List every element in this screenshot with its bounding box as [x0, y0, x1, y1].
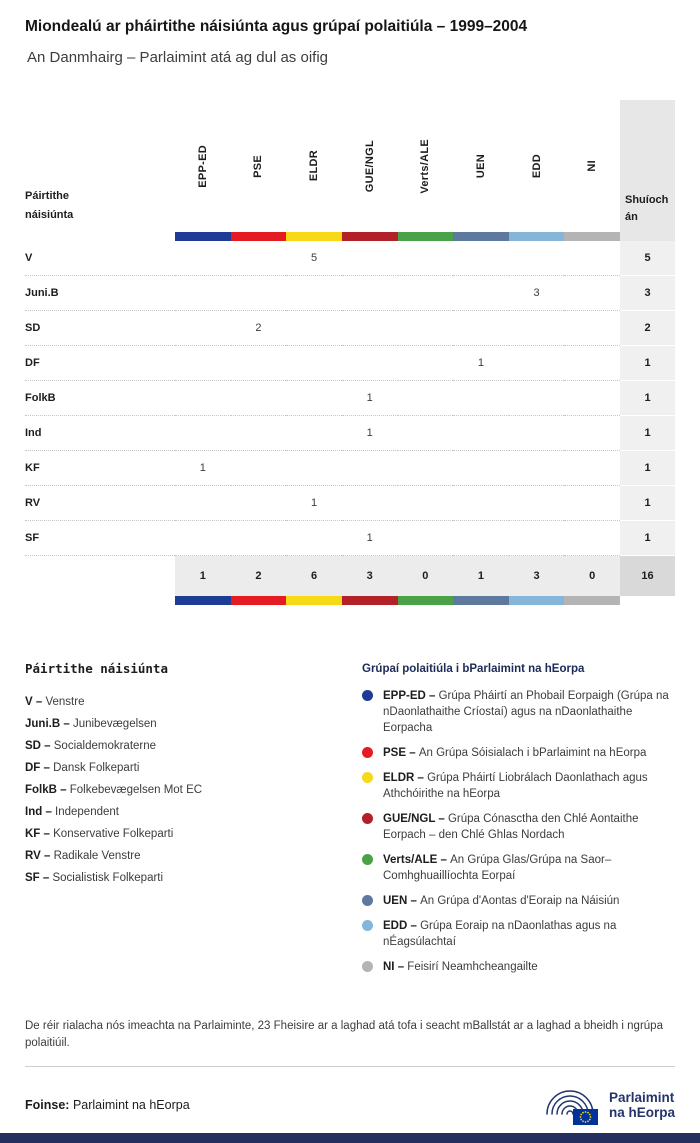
seat-value — [398, 346, 454, 381]
seat-value — [564, 521, 620, 556]
group-total: 2 — [231, 556, 287, 596]
logo-text — [609, 1090, 675, 1120]
seat-value — [398, 486, 454, 521]
color-bar-NI — [564, 232, 620, 241]
logo-line1: Parlaimint — [608, 1090, 675, 1105]
party-legend-item: SD – Socialdemokraterne — [25, 740, 157, 752]
source-line — [25, 1098, 190, 1112]
seat-value — [398, 241, 454, 276]
seat-value — [286, 416, 342, 451]
seat-value — [175, 276, 231, 311]
party-legend-item: FolkB – Folkebevægelsen Mot EC — [25, 784, 203, 796]
party-label: Ind — [25, 416, 175, 451]
seat-value — [175, 486, 231, 521]
bottom-color-bar-UEN — [453, 596, 509, 605]
seat-value — [509, 241, 565, 276]
bottom-color-bar-EDD — [509, 596, 565, 605]
party-legend-item: SF – Socialistisk Folkeparti — [25, 872, 164, 884]
seat-value — [564, 381, 620, 416]
party-seats-total: 3 — [620, 276, 675, 311]
seat-value — [564, 276, 620, 311]
group-legend-item: Verts/ALE – An Grúpa Glas/Grúpa na Saor–Comhghuaillíochta Eorpaí — [362, 852, 675, 884]
seat-value — [342, 346, 398, 381]
seat-value — [286, 521, 342, 556]
seat-value — [564, 241, 620, 276]
seat-value — [231, 451, 287, 486]
column-header-GUE/NGL: GUE/NGL — [363, 139, 376, 193]
color-bar-EPP-ED — [175, 232, 231, 241]
party-seats-total: 1 — [620, 451, 675, 486]
legend-parties-title: Páirtithe náisiúnta — [25, 661, 168, 676]
party-legend-item: KF – Konservative Folkeparti — [25, 828, 174, 840]
seats-table — [25, 100, 675, 605]
seat-value — [453, 241, 509, 276]
seat-value — [342, 276, 398, 311]
seat-value — [453, 451, 509, 486]
party-label: SF — [25, 521, 175, 556]
seat-value — [231, 521, 287, 556]
group-total: 0 — [398, 556, 454, 596]
bottom-color-bar-Verts/ALE — [398, 596, 454, 605]
seat-value — [231, 276, 287, 311]
legend-national-parties — [25, 661, 362, 984]
seat-value — [286, 276, 342, 311]
column-header-PSE: PSE — [252, 154, 265, 178]
seat-value — [564, 416, 620, 451]
source-text: Parlaimint na hEorpa — [72, 1098, 190, 1112]
seat-value — [453, 311, 509, 346]
column-header-EPP-ED: EPP-ED — [196, 144, 209, 188]
group-legend-item: PSE – An Grúpa Sóisialach i bParlaimint na hEorpa — [362, 745, 675, 761]
page-subtitle: An Danmhairg – Parlaimint atá ag dul as oifig — [27, 49, 328, 66]
party-seats-total: 2 — [620, 311, 675, 346]
seat-value: 3 — [509, 276, 565, 311]
seat-value — [175, 381, 231, 416]
seats-column-header: Shuíochán — [620, 100, 675, 232]
seat-value — [286, 346, 342, 381]
seat-value — [509, 381, 565, 416]
seat-value: 1 — [453, 346, 509, 381]
legend-groups-title: Grúpaí polaitiúla i bParlaimint na hEorpa — [362, 663, 585, 675]
color-bar-ELDR — [286, 232, 342, 241]
column-header-UEN: UEN — [474, 153, 487, 179]
group-color-dot-icon — [362, 813, 373, 824]
bottom-accent-bar — [0, 1133, 700, 1143]
seat-value — [509, 521, 565, 556]
seat-value — [398, 521, 454, 556]
color-bar-GUE/NGL — [342, 232, 398, 241]
seat-value — [564, 311, 620, 346]
party-legend-item: RV – Radikale Venstre — [25, 850, 141, 862]
party-seats-total: 1 — [620, 346, 675, 381]
seat-value — [231, 486, 287, 521]
european-parliament-logo — [542, 1083, 675, 1127]
bottom-color-bar-EPP-ED — [175, 596, 231, 605]
seat-value — [398, 381, 454, 416]
color-bar-EDD — [509, 232, 565, 241]
grand-total: 16 — [620, 556, 675, 596]
seat-value — [175, 521, 231, 556]
seat-value: 1 — [342, 521, 398, 556]
party-seats-total: 1 — [620, 486, 675, 521]
party-label: V — [25, 241, 175, 276]
seat-value — [342, 241, 398, 276]
seat-value — [453, 521, 509, 556]
group-legend-item: GUE/NGL – Grúpa Cónasctha den Chlé Aontaithe Eorpach – den Chlé Ghlas Nordach — [362, 811, 675, 843]
group-total: 3 — [342, 556, 398, 596]
color-bar-PSE — [231, 232, 287, 241]
legend-political-groups — [362, 661, 675, 984]
color-bar-spacer — [25, 232, 175, 241]
logo-line2: na hEorpa — [608, 1105, 675, 1120]
group-total: 1 — [453, 556, 509, 596]
seat-value — [509, 346, 565, 381]
group-total: 1 — [175, 556, 231, 596]
bottom-color-bar-ELDR — [286, 596, 342, 605]
footer-divider — [25, 1066, 675, 1067]
row-header-label: Páirtithe náisiúnta — [25, 189, 74, 221]
group-total: 0 — [564, 556, 620, 596]
seat-value — [509, 451, 565, 486]
seat-value: 1 — [286, 486, 342, 521]
group-total: 3 — [509, 556, 565, 596]
seat-value — [398, 416, 454, 451]
group-color-dot-icon — [362, 772, 373, 783]
group-legend-item: EPP-ED – Grúpa Pháirtí an Phobail Eorpaigh (Grúpa na nDaonlathaithe Críostaí) agus na nDaonlathaithe Eorpacha — [362, 688, 675, 736]
party-seats-total: 5 — [620, 241, 675, 276]
group-legend-item: ELDR – Grúpa Pháirtí Liobrálach Daonlathach agus Athchóirithe na hEorpa — [362, 770, 675, 802]
seat-value — [175, 346, 231, 381]
seat-value — [398, 276, 454, 311]
seat-value — [564, 486, 620, 521]
footnote: De réir rialacha nós imeachta na Parlaiminte, 23 Fheisire ar a laghad atá tofa i seacht mBallstát ar a laghad a bheidh i ngrúpa polaitiúil. — [25, 1020, 663, 1049]
seat-value — [342, 486, 398, 521]
seat-value — [175, 416, 231, 451]
seat-value — [286, 381, 342, 416]
page-title: Miondealú ar pháirtithe náisiúnta agus grúpaí polaitiúla – 1999–2004 — [25, 18, 528, 35]
group-color-dot-icon — [362, 690, 373, 701]
seat-value — [342, 451, 398, 486]
seat-value — [342, 311, 398, 346]
group-legend-item: UEN – An Grúpa d'Aontas d'Eoraip na Náisiún — [362, 893, 675, 909]
seat-value — [564, 346, 620, 381]
bottom-color-bar-spacer — [25, 596, 175, 605]
seat-value — [286, 451, 342, 486]
seat-value — [453, 486, 509, 521]
party-label: RV — [25, 486, 175, 521]
column-header-Verts/ALE: Verts/ALE — [419, 138, 432, 194]
column-header-NI: NI — [586, 160, 599, 172]
party-seats-total: 1 — [620, 416, 675, 451]
party-seats-total: 1 — [620, 381, 675, 416]
legend — [25, 661, 675, 984]
group-total: 6 — [286, 556, 342, 596]
group-legend-item: EDD – Grúpa Eoraip na nDaonlathas agus na nÉagsúlachtaí — [362, 918, 675, 950]
group-color-dot-icon — [362, 920, 373, 931]
seat-value — [453, 416, 509, 451]
seat-value — [286, 311, 342, 346]
seat-value — [509, 486, 565, 521]
source-label: Foinse: — [25, 1098, 70, 1112]
seat-value: 1 — [342, 416, 398, 451]
party-seats-total: 1 — [620, 521, 675, 556]
footer — [25, 1066, 675, 1127]
party-label: DF — [25, 346, 175, 381]
party-legend-item: DF – Dansk Folkeparti — [25, 762, 140, 774]
group-color-dot-icon — [362, 895, 373, 906]
seat-value — [509, 311, 565, 346]
seat-value — [509, 416, 565, 451]
color-bar-Verts/ALE — [398, 232, 454, 241]
column-header-EDD: EDD — [530, 153, 543, 179]
seat-value — [231, 241, 287, 276]
totals-row-spacer — [25, 556, 175, 596]
party-label: KF — [25, 451, 175, 486]
group-color-dot-icon — [362, 854, 373, 865]
bottom-color-bar-GUE/NGL — [342, 596, 398, 605]
party-legend-item: V – Venstre — [25, 696, 85, 708]
seat-value — [175, 311, 231, 346]
seat-value — [231, 346, 287, 381]
bottom-color-bar-seats — [620, 596, 675, 605]
column-header-ELDR: ELDR — [308, 150, 321, 182]
bottom-color-bar-NI — [564, 596, 620, 605]
seat-value — [231, 416, 287, 451]
party-legend-item: Juni.B – Junibevægelsen — [25, 718, 157, 730]
group-color-dot-icon — [362, 747, 373, 758]
seat-value — [398, 311, 454, 346]
seat-value — [231, 381, 287, 416]
seat-value — [175, 241, 231, 276]
seat-value — [398, 451, 454, 486]
color-bar-UEN — [453, 232, 509, 241]
seat-value: 2 — [231, 311, 287, 346]
party-label: FolkB — [25, 381, 175, 416]
seat-value: 1 — [175, 451, 231, 486]
bottom-color-bar-PSE — [231, 596, 287, 605]
color-bar-seats — [620, 232, 675, 241]
seat-value: 5 — [286, 241, 342, 276]
party-label: SD — [25, 311, 175, 346]
group-legend-item: NI – Feisirí Neamhcheangailte — [362, 959, 675, 975]
ep-hemicycle-flag-icon — [542, 1083, 600, 1127]
group-color-dot-icon — [362, 961, 373, 972]
seat-value — [453, 276, 509, 311]
party-legend-item: Ind – Independent — [25, 806, 119, 818]
party-label: Juni.B — [25, 276, 175, 311]
seat-value: 1 — [342, 381, 398, 416]
seat-value — [453, 381, 509, 416]
seat-value — [564, 451, 620, 486]
